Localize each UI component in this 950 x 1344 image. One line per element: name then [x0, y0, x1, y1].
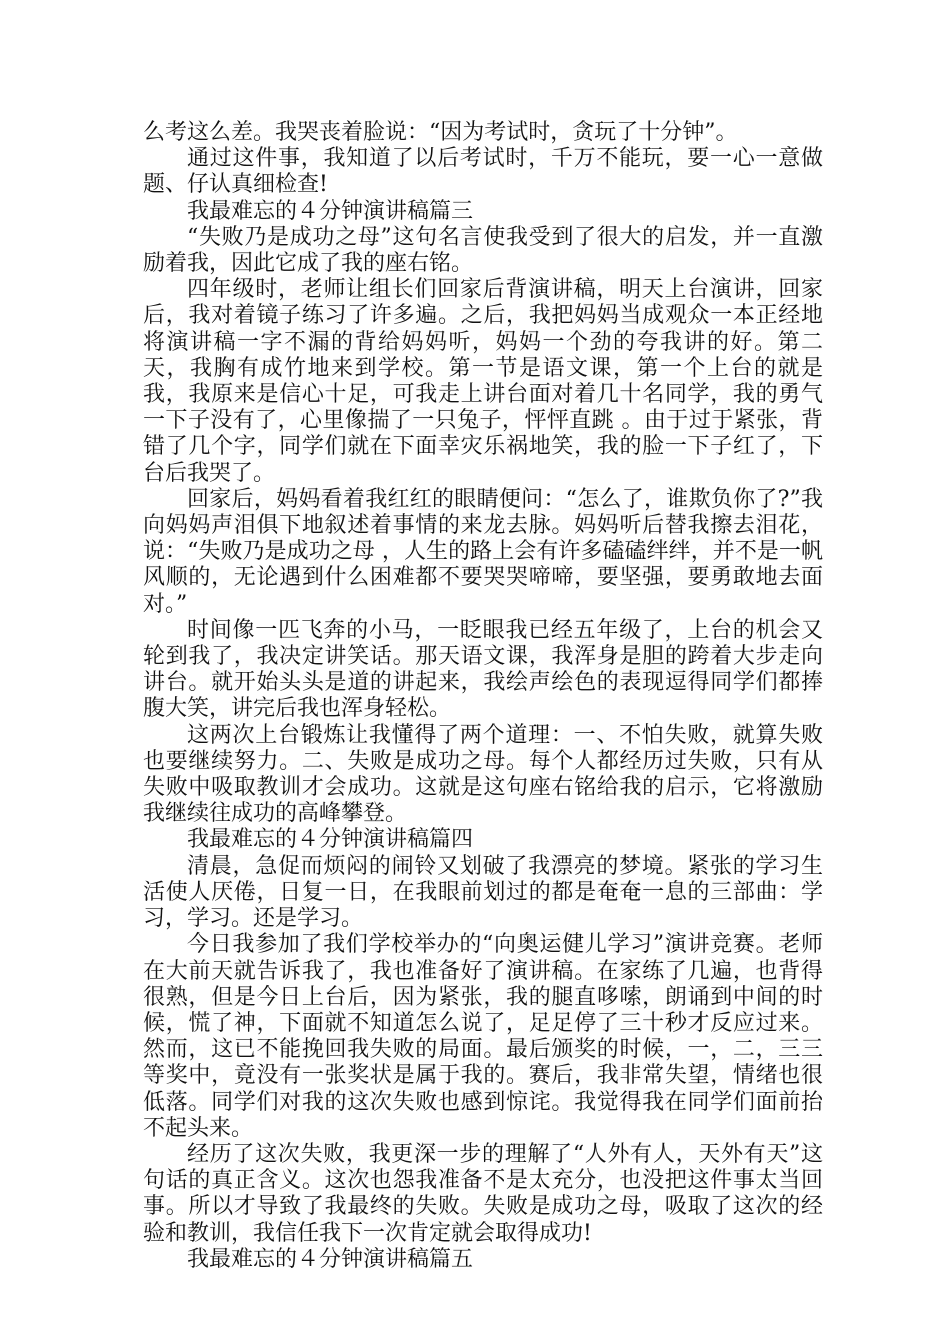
paragraph: 通过这件事，我知道了以后考试时，千万不能玩，要一心一意做题、仔认真细检查! — [143, 146, 823, 198]
paragraph: 时间像一匹飞奔的小马，一眨眼我已经五年级了，上台的机会又轮到我了，我决定讲笑话。那天语文课，我浑身是胆的跨着大步走向讲台。就开始头头是道的讲起来，我绘声绘色的表现逗得同学们都捧腹大笑，讲完后我也浑身轻松。 — [143, 617, 823, 722]
paragraph: 么考这么差。我哭丧着脸说：“因为考试时，贪玩了十分钟”。 — [143, 120, 738, 145]
paragraph: 四年级时，老师让组长们回家后背演讲稿，明天上台演讲，回家后，我对着镜子练习了许多遍。之后，我把妈妈当成观众一本正经地将演讲稿一字不漏的背给妈妈听，妈妈一个劲的夸我讲的好。第二天，我胸有成竹地来到学校。第一节是语文课，第一个上台的就是我，我原来是信心十足，可我走上讲台面对着几十名同学，我的勇气一下子没有了，心里像揣了一只兔子，怦怦直跳 。由于过于紧张，背错了几个字，同学们就在下面幸灾乐祸地笑，我的脸一下子红了，下台后我哭了。 — [143, 277, 823, 486]
document-page — [143, 120, 823, 1273]
paragraph: “失败乃是成功之母”这句名言使我受到了很大的启发，并一直激励着我，因此它成了我的座右铭。 — [143, 224, 823, 277]
paragraph: 今日我参加了我们学校举办的“向奥运健儿学习”演讲竞赛。老师在大前天就告诉我了，我也准备好了演讲稿。在家练了几遍，也背得很熟，但是今日上台后，因为紧张，我的腿直哆嗦，朗诵到中间的时候，慌了神，下面就不知道怎么说了，足足停了三十秒才反应过来。然而，这已不能挽回我失败的局面。最后颁奖的时候，一，二，三三等奖中，竟没有一张奖状是属于我的。赛后，我非常失望，情绪也很低落。同学们对我的这次失败也感到惊诧。我觉得我在同学们面前抬不起头来。 — [143, 932, 823, 1141]
paragraph: 回家后，妈妈看着我红红的眼睛便问：“怎么了，谁欺负你了?”我向妈妈声泪俱下地叙述着事情的来龙去脉。妈妈听后替我擦去泪花，说：“失败乃是成功之母 ，人生的路上会有许多磕磕绊绊，并不是一帆风顺的，无论遇到什么困难都不要哭哭啼啼，要坚强，要勇敢地去面对。” — [143, 486, 823, 617]
section-heading: 我最难忘的４分钟演讲稿篇四 — [187, 827, 474, 853]
section-heading: 我最难忘的４分钟演讲稿篇三 — [187, 198, 474, 224]
paragraph: 清晨，急促而烦闷的闹铃又划破了我漂亮的梦境。紧张的学习生活使人厌倦，日复一日，在我眼前划过的都是奄奄一息的三部曲：学习，学习。还是学习。 — [143, 853, 823, 932]
paragraph: 经历了这次失败，我更深一步的理解了“人外有人，天外有天”这句话的真正含义。这次也怨我准备不是太充分，也没把这件事太当回事。所以才导致了我最终的失败。失败是成功之母，吸取了这次的经验和教训，我信任我下一次肯定就会取得成功! — [143, 1141, 823, 1246]
section-heading: 我最难忘的４分钟演讲稿篇五 — [187, 1246, 474, 1272]
paragraph: 这两次上台锻炼让我懂得了两个道理：一、不怕失败，就算失败也要继续努力。二、失败是成功之母。每个人都经历过失败，只有从失败中吸取教训才会成功。这就是这句座右铭给我的启示，它将激励我继续往成功的高峰攀登。 — [143, 722, 823, 827]
